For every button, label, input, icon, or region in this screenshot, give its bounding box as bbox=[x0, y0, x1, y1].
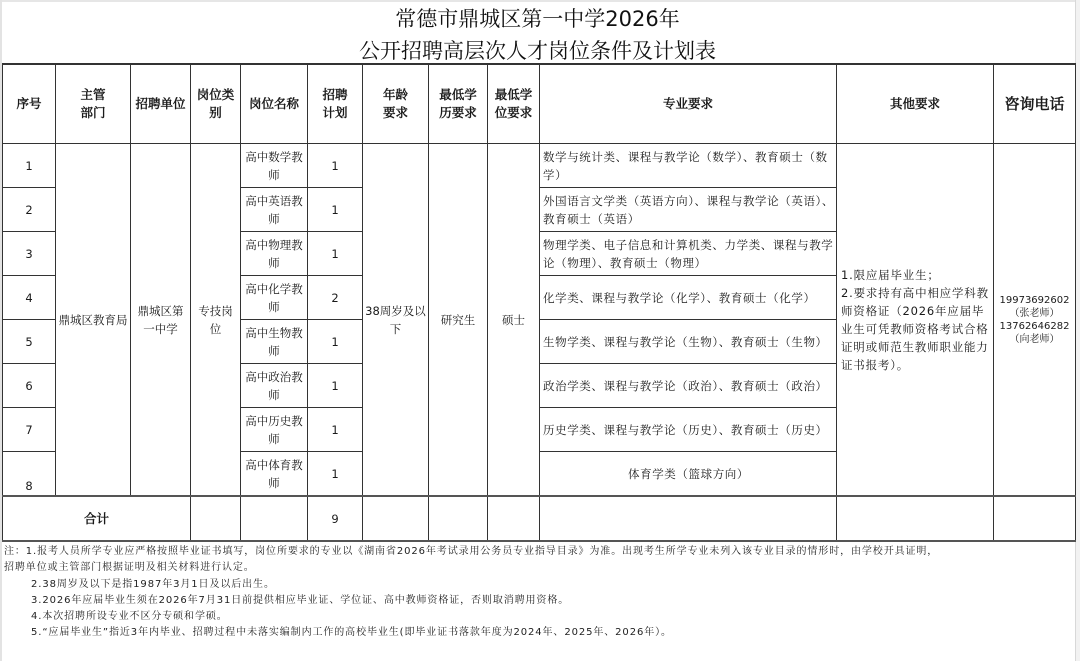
cell-plan: 1 bbox=[308, 232, 363, 276]
header-age: 年龄 要求 bbox=[363, 64, 429, 144]
cell-seq: 1 bbox=[3, 144, 56, 188]
header-other: 其他要求 bbox=[837, 64, 994, 144]
cell-category: 专技岗位 bbox=[191, 144, 241, 497]
header-phone: 咨询电话 bbox=[994, 64, 1076, 144]
total-plan: 9 bbox=[308, 496, 363, 541]
header-unit: 招聘单位 bbox=[131, 64, 191, 144]
header-dept: 主管 部门 bbox=[56, 64, 131, 144]
cell-plan: 1 bbox=[308, 452, 363, 497]
total-empty-age bbox=[363, 496, 429, 541]
total-empty-position bbox=[241, 496, 308, 541]
cell-dept: 鼎城区教育局 bbox=[56, 144, 131, 497]
total-empty-degree bbox=[488, 496, 540, 541]
cell-position: 高中历史教师 bbox=[241, 408, 308, 452]
header-major: 专业要求 bbox=[540, 64, 837, 144]
total-row bbox=[3, 496, 1076, 541]
cell-major: 物理学类、电子信息和计算机类、力学类、课程与教学论（物理）、教育硕士（物理） bbox=[540, 232, 837, 276]
total-empty-education bbox=[429, 496, 488, 541]
cell-plan: 2 bbox=[308, 276, 363, 320]
total-empty-phone bbox=[994, 496, 1076, 541]
cell-unit: 鼎城区第一中学 bbox=[131, 144, 191, 497]
note-1-line-2: 招聘单位或主管部门根据证明及相关材料进行认定。 bbox=[4, 562, 255, 574]
total-empty-other bbox=[837, 496, 994, 541]
cell-major: 体育学类（篮球方向） bbox=[540, 452, 837, 497]
note-5: 5.“应届毕业生”指近3年内毕业、招聘过程中未落实编制内工作的高校毕业生(即毕业证书落款年度为2024年、2025年、2026年）。 bbox=[31, 627, 672, 639]
cell-seq: 4 bbox=[3, 276, 56, 320]
other-req-line-1: 1.限应届毕业生； bbox=[841, 267, 940, 282]
other-req-line-2: 2.要求持有高中相应学科教师资格证（2026年应届毕业生可凭教师资格考试合格证明或师范生教师职业能力证书报考）。 bbox=[841, 285, 989, 372]
total-empty-major bbox=[540, 496, 837, 541]
cell-position: 高中体育教师 bbox=[241, 452, 308, 497]
note-1-line-1: 注：1.报考人员所学专业应严格按照毕业证书填写，岗位所要求的专业以《湖南省2026年考试录用公务员专业指导目录》为准。出现考生所学专业未列入该专业目录的情形时，由学校开具证明， bbox=[4, 546, 939, 557]
cell-age: 38周岁及以下 bbox=[363, 144, 429, 497]
page-top-edge bbox=[0, 0, 1080, 2]
cell-position: 高中生物教师 bbox=[241, 320, 308, 364]
header-category: 岗位类 别 bbox=[191, 64, 241, 144]
cell-education: 研究生 bbox=[429, 144, 488, 497]
header-position: 岗位名称 bbox=[241, 64, 308, 144]
cell-degree: 硕士 bbox=[488, 144, 540, 497]
table-header-row bbox=[3, 64, 1076, 144]
cell-position: 高中英语教师 bbox=[241, 188, 308, 232]
cell-major: 生物学类、课程与教学论（生物）、教育硕士（生物） bbox=[540, 320, 837, 364]
header-degree: 最低学 位要求 bbox=[488, 64, 540, 144]
cell-plan: 1 bbox=[308, 144, 363, 188]
cell-plan: 1 bbox=[308, 408, 363, 452]
cell-seq: 6 bbox=[3, 364, 56, 408]
header-plan: 招聘 计划 bbox=[308, 64, 363, 144]
total-empty-category bbox=[191, 496, 241, 541]
notes-left-edge bbox=[0, 543, 2, 661]
cell-plan: 1 bbox=[308, 188, 363, 232]
cell-major: 外国语言文学类（英语方向）、课程与教学论（英语）、教育硕士（英语） bbox=[540, 188, 837, 232]
cell-seq: 2 bbox=[3, 188, 56, 232]
notes-section bbox=[4, 544, 1074, 642]
note-4: 4.本次招聘所设专业不区分专硕和学硕。 bbox=[31, 611, 228, 623]
header-education: 最低学 历要求 bbox=[429, 64, 488, 144]
cell-major: 化学类、课程与教学论（化学）、教育硕士（化学） bbox=[540, 276, 837, 320]
cell-seq: 8 bbox=[3, 452, 56, 497]
total-label: 合计 bbox=[3, 496, 191, 541]
cell-other-requirements bbox=[837, 144, 994, 497]
cell-major: 历史学类、课程与教学论（历史）、教育硕士（历史） bbox=[540, 408, 837, 452]
cell-major: 政治学类、课程与教学论（政治）、教育硕士（政治） bbox=[540, 364, 837, 408]
cell-major: 数学与统计类、课程与教学论（数学）、教育硕士（数学） bbox=[540, 144, 837, 188]
cell-phone: 19973692602（张老师）13762646282（向老师） bbox=[994, 144, 1076, 497]
header-seq: 序号 bbox=[3, 64, 56, 144]
cell-position: 高中物理教师 bbox=[241, 232, 308, 276]
document-title-line-2: 公开招聘高层次人才岗位条件及计划表 bbox=[359, 39, 716, 63]
cell-seq: 3 bbox=[3, 232, 56, 276]
cell-position: 高中政治教师 bbox=[241, 364, 308, 408]
cell-plan: 1 bbox=[308, 320, 363, 364]
note-3: 3.2026年应届毕业生须在2026年7月31日前提供相应毕业证、学位证、高中教师资格证，否则取消聘用资格。 bbox=[31, 594, 570, 606]
cell-position: 高中化学教师 bbox=[241, 276, 308, 320]
cell-position: 高中数学教师 bbox=[241, 144, 308, 188]
recruitment-table bbox=[2, 63, 1076, 542]
note-2: 2.38周岁及以下是指1987年3月1日及以后出生。 bbox=[31, 578, 275, 590]
cell-seq: 5 bbox=[3, 320, 56, 364]
cell-seq: 7 bbox=[3, 408, 56, 452]
table-row bbox=[3, 144, 1076, 188]
cell-plan: 1 bbox=[308, 364, 363, 408]
document-title-line-1: 常德市鼎城区第一中学2026年 bbox=[395, 7, 680, 31]
